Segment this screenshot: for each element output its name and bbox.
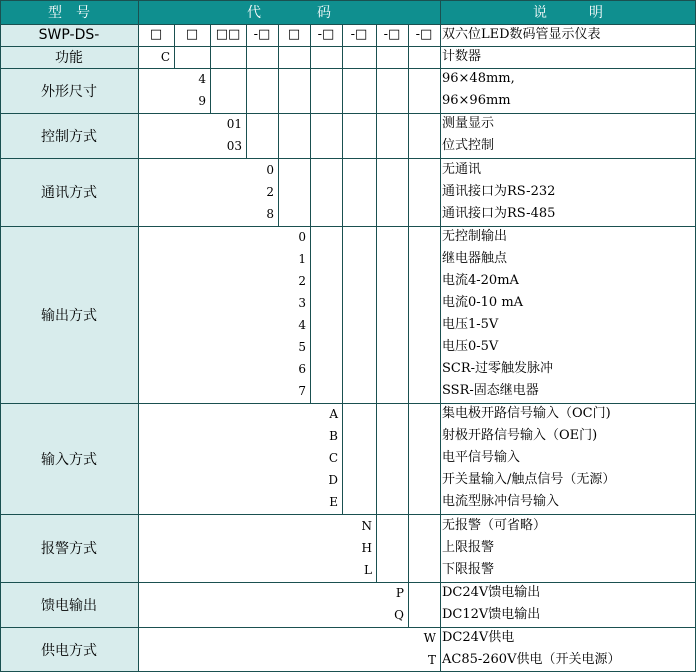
grid-line: [0, 627, 696, 628]
section-option-description: 上限报警: [442, 540, 495, 555]
grid-line: [0, 68, 696, 69]
section-label: 通讯方式: [0, 158, 138, 226]
section-option-code: B: [329, 429, 338, 443]
section-option-code: 4: [298, 318, 306, 332]
grid-line: [0, 24, 696, 25]
model-code-cell: -□: [415, 27, 433, 42]
section-option-description: 通讯接口为RS-485: [442, 206, 556, 221]
section-option-description: 96×96mm: [442, 93, 511, 108]
section-option-description: 计数器: [442, 49, 482, 64]
grid-line: [0, 158, 696, 159]
section-option-description: 电压0-5V: [442, 339, 499, 354]
grid-line: [376, 24, 377, 582]
model-code-cell: -□: [253, 27, 271, 42]
grid-line: [0, 226, 696, 227]
section-option-code: N: [361, 519, 372, 533]
grid-line: [210, 24, 211, 113]
section-option-description: AC85-260V供电（开关电源）: [442, 652, 621, 667]
model-code-cell: □: [287, 27, 301, 42]
model-prefix: SWP-DS-: [0, 24, 138, 46]
section-option-description: 无控制输出: [442, 229, 508, 244]
section-label: 输入方式: [0, 403, 138, 514]
grid-line: [278, 24, 279, 226]
model-code-cell: □: [185, 27, 199, 42]
section-option-description: 下限报警: [442, 562, 495, 577]
grid-line: [0, 113, 696, 114]
model-code-cell: □: [149, 27, 163, 42]
model-description: 双六位LED数码管显示仪表: [442, 27, 601, 42]
section-option-code: H: [361, 541, 372, 555]
header-code: 代 码: [138, 0, 440, 24]
section-option-code: C: [160, 50, 170, 64]
grid-line: [0, 582, 696, 583]
grid-line: [0, 403, 696, 404]
section-option-code: 9: [198, 94, 206, 108]
grid-line: [0, 46, 696, 47]
section-option-code: P: [395, 586, 404, 600]
section-option-description: 通讯接口为RS-232: [442, 184, 556, 199]
section-option-code: T: [427, 653, 436, 667]
section-option-description: 96×48mm,: [442, 71, 515, 86]
section-option-code: 3: [298, 296, 306, 310]
section-option-code: Q: [394, 608, 404, 622]
section-option-description: DC12V馈电输出: [442, 607, 541, 622]
grid-line: [174, 24, 175, 68]
section-option-description: 位式控制: [442, 138, 495, 153]
header-model: 型 号: [0, 0, 138, 24]
grid-line: [0, 514, 696, 515]
section-option-code: 5: [298, 340, 306, 354]
section-option-code: 0: [266, 163, 274, 177]
section-option-code: 6: [298, 362, 306, 376]
section-option-description: 电流型脉冲信号输入: [442, 494, 560, 509]
section-label: 外形尺寸: [0, 68, 138, 113]
section-option-code: 03: [226, 139, 242, 153]
model-code-cell: -□: [350, 27, 368, 42]
section-option-description: 无通讯: [442, 162, 482, 177]
section-option-code: 01: [226, 117, 242, 131]
grid-line: [440, 0, 441, 672]
section-option-description: SSR-固态继电器: [442, 383, 539, 398]
section-option-description: 集电极开路信号输入（OC门): [442, 406, 611, 421]
section-option-code: 2: [298, 274, 306, 288]
grid-line: [138, 0, 139, 672]
section-option-description: 电平信号输入: [442, 450, 521, 465]
section-option-description: 开关量输入/触点信号（无源）: [442, 472, 616, 487]
model-code-cell: -□: [317, 27, 335, 42]
section-option-code: L: [364, 563, 372, 577]
grid-line: [0, 0, 1, 672]
grid-line: [310, 24, 311, 403]
section-option-description: 继电器触点: [442, 251, 508, 266]
section-label: 报警方式: [0, 514, 138, 582]
model-code-cell: -□: [383, 27, 401, 42]
section-option-description: 电流0-10 mA: [442, 295, 524, 310]
grid-line: [408, 24, 409, 627]
section-option-code: D: [328, 473, 338, 487]
section-label: 输出方式: [0, 226, 138, 403]
section-option-description: 无报警（可省略）: [442, 518, 547, 533]
section-option-code: 0: [298, 230, 306, 244]
section-option-code: C: [328, 451, 338, 465]
grid-line: [0, 0, 696, 1]
section-option-description: DC24V馈电输出: [442, 585, 541, 600]
section-option-code: 7: [298, 384, 306, 398]
section-option-description: 电流4-20mA: [442, 273, 519, 288]
section-option-code: W: [423, 631, 436, 645]
section-option-code: 2: [266, 185, 274, 199]
section-label: 控制方式: [0, 113, 138, 158]
section-option-code: E: [329, 495, 338, 509]
section-option-code: 8: [266, 207, 274, 221]
header-description: 说 明: [440, 0, 696, 24]
section-option-description: SCR-过零触发脉冲: [442, 361, 554, 376]
section-option-description: 电压1-5V: [442, 317, 499, 332]
section-option-code: 4: [198, 72, 206, 86]
section-option-description: DC24V供电: [442, 630, 515, 645]
section-option-description: 射极开路信号输入（OE门): [442, 428, 598, 443]
model-code-cell: □□: [215, 27, 241, 42]
section-option-description: 测量显示: [442, 116, 495, 131]
section-label: 供电方式: [0, 627, 138, 672]
section-option-code: 1: [298, 252, 306, 266]
section-option-code: A: [329, 407, 338, 421]
section-label: 馈电输出: [0, 582, 138, 627]
grid-line: [342, 24, 343, 514]
section-label: 功能: [0, 46, 138, 68]
grid-line: [246, 24, 247, 158]
